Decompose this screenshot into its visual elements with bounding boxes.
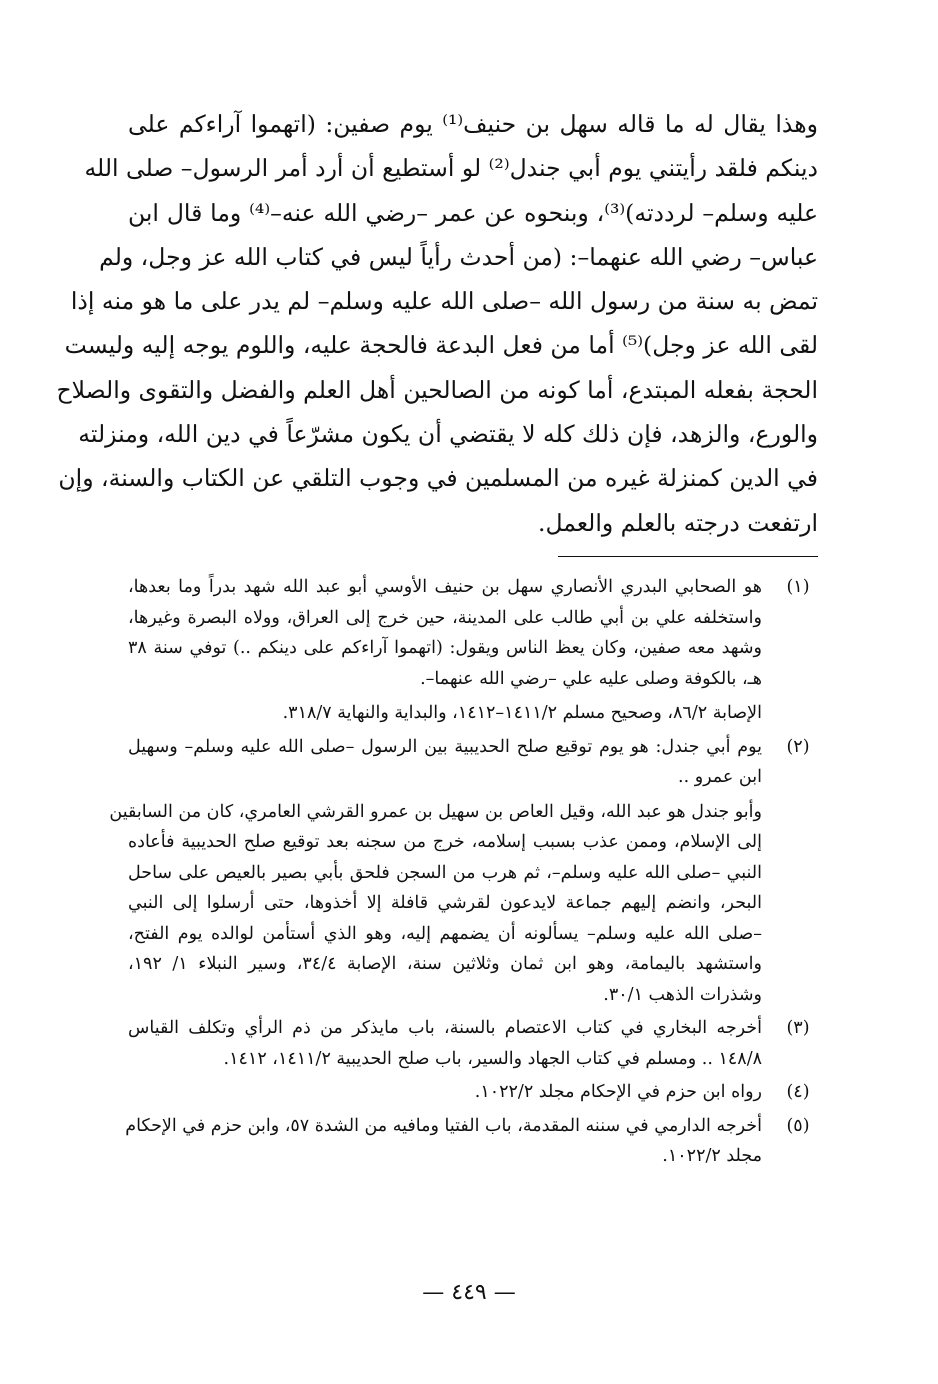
footnote-item [128, 1013, 818, 1074]
main-text-line: عباس– رضي الله عنهما–: (من أحدث رأياً ليس في كتاب الله عز وجل، ولم [99, 242, 818, 271]
main-text-line: تمض به سنة من رسول الله –صلى الله عليه وسلم– لم يدر على ما هو منه إذا [70, 287, 818, 316]
footnote-gap [128, 1172, 818, 1175]
footnote-line: رواه ابن حزم في الإحكام مجلد ١٠٢٢/٢. [474, 1082, 762, 1102]
footnote-line: ابن عمرو .. [678, 767, 762, 787]
footnote-line: يوم أبي جندل: هو يوم توقيع صلح الحديبية بين الرسول –صلى الله عليه وسلم– وسهيل [128, 736, 762, 757]
footnote-line: ١٤٨/٨ .. ومسلم في كتاب الجهاد والسير، باب صلح الحديبية ١٤١١/٢، ١٤١٢. [223, 1048, 762, 1069]
footnote-line: هـ، بالكوفة وصلى عليه علي –رضي الله عنهما–. [420, 668, 762, 689]
footnote-item [125, 1111, 818, 1172]
main-text-line: لقى الله عز وجل)⁽⁵⁾ أما من فعل البدعة فالحجة عليه، واللوم يوجه إليه وليست [64, 331, 818, 360]
footnote-line: أخرجه البخاري في كتاب الاعتصام بالسنة، باب مايذكر من ذم الرأي وتكلف القياس [128, 1018, 762, 1038]
footnote-line: أخرجه الدارمي في سننه المقدمة، باب الفتيا ومافيه من الشدة ٥٧، وابن حزم في الإحكام [125, 1115, 762, 1136]
footnote-item [128, 1077, 818, 1108]
footnote-paragraph [128, 572, 762, 694]
footnote-line: وشهد معه صفين، وكان يعظ الناس ويقول: (اتهموا آراءكم على دينكم ..) توفي سنة ٣٨ [128, 638, 762, 658]
main-body-text [56, 102, 818, 545]
footnote-item [128, 572, 818, 729]
main-text-line: والورع، والزهد، فإن ذلك كله لا يقتضي أن يكون مشرّعاً في دين الله، ومنزلته [78, 420, 818, 449]
main-text-line: دينكم فلقد رأيتني يوم أبي جندل⁽²⁾ لو أستطيع أن أرد أمر الرسول– صلى الله [84, 154, 818, 183]
main-text-line: في الدين كمنزلة غيره من المسلمين في وجوب التلقي عن الكتاب والسنة، وإن [58, 464, 818, 493]
footnote-paragraph [109, 797, 762, 1011]
footnote-number: (٣) [786, 1018, 810, 1038]
footnote-paragraph [128, 698, 762, 729]
footnote-paragraph [128, 732, 762, 793]
footnote-line: مجلد ١٠٢٢/٢. [662, 1146, 762, 1166]
page-content [56, 102, 818, 1166]
footnote-line: هو الصحابي البدري الأنصاري سهل بن حنيف الأوسي أبو عبد الله شهد بدراً وما بعدها، [128, 577, 762, 597]
footnote-number: (١) [786, 577, 810, 597]
footnote-item [109, 732, 818, 1011]
footnote-line: إلى الإسلام، وممن عذب بسبب إسلامه، خرج من سجنه بعد توقيع صلح الحديبية فأعاده [128, 832, 762, 852]
footnote-line: البحر، وانضم إليهم جماعة لايدعون لقرشي قافلة إلا أخذوها، حتى أرسلوا إلى النبي [128, 893, 762, 913]
footnote-number: (٢) [786, 736, 810, 757]
footnote-line: واستشهد باليمامة، وهو ابن ثمان وثلاثين سنة، الإصابة ٣٤/٤، وسير النبلاء ١/ ١٩٢، [128, 954, 762, 974]
footnote-paragraph [128, 1013, 762, 1074]
main-text-line: ارتفعت درجته بالعلم والعمل. [537, 508, 818, 537]
footnote-number: (٤) [786, 1082, 810, 1102]
main-text-line: الحجة بفعله المبتدع، أما كونه من الصالحين أهل العلم والفضل والتقوى والصلاح [56, 375, 818, 404]
footnote-line: النبي –صلى الله عليه وسلم–، ثم هرب من السجن فلحق بأبي بصير بالعيص على ساحل [128, 862, 762, 883]
footnote-line: الإصابة ٨٦/٢، وصحيح مسلم ١٤١١/٢–١٤١٢، والبداية والنهاية ٣١٨/٧. [282, 703, 762, 723]
footnote-number: (٥) [786, 1115, 810, 1136]
footnote-line: وأبو جندل هو عبد الله، وقيل العاص بن سهيل بن عمرو القرشي العامري، كان من السابقين [109, 801, 762, 822]
main-text-line: عليه وسلم– لرددته)⁽³⁾، وبنحوه عن عمر –رضي الله عنه–⁽⁴⁾ وما قال ابن [128, 198, 818, 227]
footnotes-section [109, 572, 818, 1175]
footnote-line: وشذرات الذهب ٣٠/١. [603, 984, 762, 1005]
footnote-line: –صلى الله عليه وسلم– يسألونه أن يضمهم إليه، وهو الذي أستأمن لوالده يوم الفتح، [128, 923, 762, 944]
footnote-divider [558, 556, 818, 557]
footnote-line: واستخلفه علي بن أبي طالب على المدينة، حين خرج إلى العراق، وولاه البصرة وغيرها، [128, 607, 762, 628]
page-number: — ٤٤٩ — [422, 1280, 516, 1305]
main-text-line: وهذا يقال له ما قاله سهل بن حنيف⁽¹⁾ يوم صفين: (اتهموا آراءكم على [128, 110, 818, 138]
footnote-paragraph [125, 1111, 762, 1172]
footnote-paragraph [128, 1077, 762, 1108]
